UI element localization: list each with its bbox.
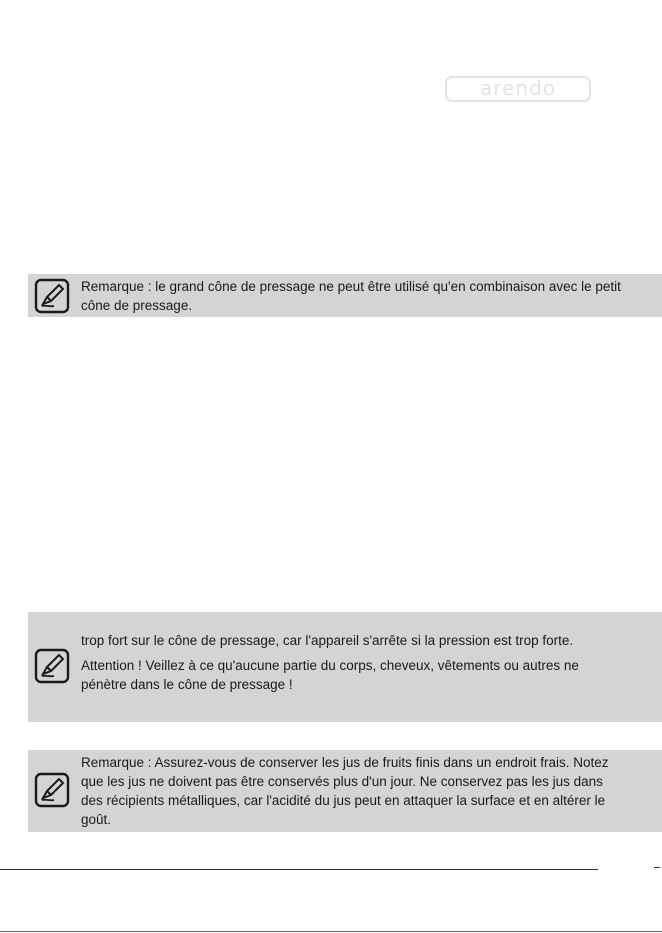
svg-text:arendo: arendo (480, 76, 556, 100)
note-text (81, 631, 622, 694)
note-text (81, 277, 622, 315)
note-pen-icon (34, 278, 70, 314)
note-paragraph: Remarque : Assurez-vous de conserver les jus de fruits finis dans un endroit frais. Notez que les jus ne doivent pas être conservés plus d'un jour. Ne conservez pas les jus dans des récipients métalliques, car l'acidité du jus peut en attaquer la surface et en altérer le goût. (81, 755, 609, 827)
arendo-logo (445, 76, 591, 102)
note-text (81, 753, 622, 829)
note-pen-icon (34, 648, 70, 684)
note-box-cone-combination (28, 274, 662, 317)
note-paragraph: Remarque : le grand cône de pressage ne peut être utilisé qu'en combinaison avec le petit cône de pressage. (81, 279, 621, 313)
footer-divider (0, 869, 598, 870)
note-paragraph: Attention ! Veillez à ce qu'aucune partie du corps, cheveux, vêtements ou autres ne pénètre dans le cône de pressage ! (81, 658, 579, 692)
note-box-juice-storage (28, 750, 662, 832)
note-box-pressure-warning (28, 612, 662, 722)
footer-divider-tick (654, 867, 660, 868)
page-bottom-divider (0, 931, 662, 932)
note-paragraph: trop fort sur le cône de pressage, car l'appareil s'arrête si la pression est trop forte. (81, 633, 574, 648)
note-pen-icon (34, 772, 70, 808)
